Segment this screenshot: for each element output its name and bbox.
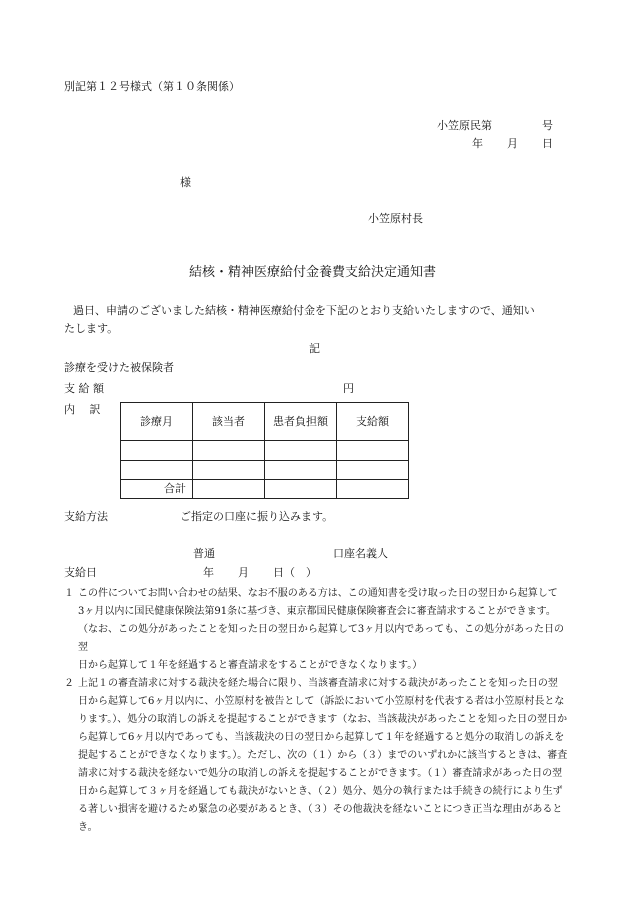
- table-cell: [121, 460, 193, 479]
- header-cell-person: 該当者: [193, 403, 265, 441]
- intro-text-line2: たします。: [64, 322, 119, 335]
- header-cell-patient-burden: 患者負担額: [265, 403, 337, 441]
- patient-label: 診療を受けた被保険者: [64, 361, 174, 374]
- note-line: 提起することができなくなります。）。ただし、次の（１）から（３）までのいずれかに該当するときは、審査: [78, 750, 568, 761]
- note-line: る著しい損害を避けるため緊急の必要があるとき、（３）その他裁決を経ないことにつき正当な理由があると: [78, 804, 563, 815]
- breakdown-label: 内 訳: [64, 403, 101, 416]
- payment-date-label: 支給日: [64, 566, 97, 579]
- account-holder-label: 口座名義人: [333, 547, 388, 560]
- note-number: ２: [64, 678, 74, 689]
- payment-date-month: 月: [238, 566, 249, 579]
- table-header-row: [121, 403, 409, 441]
- form-reference: 別記第１２号様式（第１０条関係）: [64, 80, 240, 93]
- note-line: 3ヶ月以内に国民健康保険法第91条に基づき、東京都国民健康保険審査会に審査請求することができます。: [78, 606, 556, 617]
- payment-date-year: 年: [203, 566, 214, 579]
- amount-label: 支 給 額: [64, 382, 104, 395]
- table-cell: [121, 441, 193, 460]
- note-item-2: [64, 675, 572, 837]
- payment-method-label: 支給方法: [64, 510, 108, 523]
- intro-text-line1: 過日、申請のございました結核・精神医療給付金を下記のとおり支給いたしますので、通知い: [73, 304, 535, 317]
- table-cell: [193, 460, 265, 479]
- document-title: 結核・精神医療給付金養費支給決定通知書: [189, 265, 437, 280]
- note-line: き。: [78, 822, 98, 833]
- issue-date-month: 月: [507, 137, 518, 150]
- payment-date-day: 日（ ）: [273, 566, 317, 579]
- table-cell: [193, 479, 265, 498]
- issue-date-day: 日: [542, 137, 553, 150]
- note-line: （なお、この処分があったことを知った日の翌日から起算して3ヶ月以内であっても、この処分があった日の翌: [78, 624, 565, 653]
- note-line: この件についてお問い合わせの結果、なお不服のある方は、この通知書を受け取った日の翌日から起算して: [78, 588, 558, 599]
- recipient-honorific: 様: [180, 176, 191, 189]
- table-cell: [265, 460, 337, 479]
- note-line: ら起算して6ヶ月以内であっても、当該裁決の日の翌日から起算して１年を経過すると処分の取消しの訴えを: [78, 732, 565, 743]
- table-cell: [265, 479, 337, 498]
- breakdown-table: [120, 402, 409, 499]
- note-line: 日から起算して１年を経過すると審査請求をすることができなくなります。）: [78, 660, 423, 671]
- header-cell-month: 診療月: [121, 403, 193, 441]
- header-cell-payment: 支給額: [337, 403, 409, 441]
- reference-number-prefix: 小笠原民第: [437, 119, 492, 132]
- table-total-row: [121, 479, 409, 498]
- total-label: 合計: [121, 479, 193, 498]
- note-line: 上記１の審査請求に対する裁決を経た場合に限り、当該審査請求に対する裁決があったことを知った日の翌: [78, 678, 558, 689]
- note-item-1: [64, 585, 572, 675]
- table-cell: [193, 441, 265, 460]
- table-row: [121, 441, 409, 460]
- table-cell: [337, 460, 409, 479]
- payment-method-value: ご指定の口座に振り込みます。: [180, 510, 334, 523]
- reference-number-suffix: 号: [542, 119, 553, 132]
- table-row: [121, 460, 409, 479]
- account-type: 普通: [193, 547, 215, 560]
- ki-heading: 記: [309, 342, 320, 355]
- table-cell: [265, 441, 337, 460]
- note-line: 請求に対する裁決を経ないで処分の取消しの訴えを提起することができます。（１）審査請求があった日の翌: [78, 768, 563, 779]
- table-cell: [337, 441, 409, 460]
- note-line: 日から起算して6ヶ月以内に、小笠原村を被告として（訴訟において小笠原村を代表する者は小笠原村長とな: [78, 696, 565, 707]
- notes-section: [64, 585, 572, 837]
- note-line: ります。）、処分の取消しの訴えを提起することができます（なお、当該裁決があったことを知った日の翌日か: [78, 714, 568, 725]
- issuer-name: 小笠原村長: [368, 212, 423, 225]
- issue-date-year: 年: [472, 137, 483, 150]
- note-number: １: [64, 588, 74, 599]
- table-cell: [337, 479, 409, 498]
- amount-unit: 円: [343, 382, 354, 395]
- note-line: 日から起算して３ヶ月を経過しても裁決がないとき、（２）処分、処分の執行または手続きの続行により生ず: [78, 786, 563, 797]
